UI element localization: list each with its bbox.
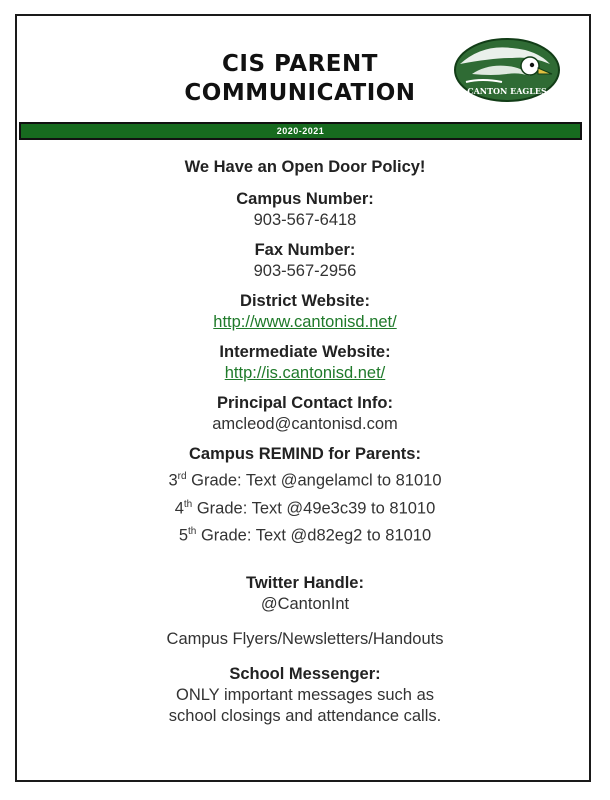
principal-email: amcleod@cantonisd.com [212, 415, 398, 433]
flyers-section [17, 629, 593, 650]
campus-number-value: 903-567-6418 [253, 211, 357, 229]
principal-contact-label: Principal Contact Info: [216, 394, 393, 412]
policy-heading: We Have an Open Door Policy! [184, 158, 426, 176]
title-line-2: COMMUNICATION [184, 80, 416, 106]
messenger-line-1: ONLY important messages such as [175, 685, 434, 704]
twitter-label: Twitter Handle: [246, 573, 364, 592]
fax-number-label: Fax Number: [254, 241, 356, 259]
messenger-line-2: school closings and attendance calls. [168, 706, 442, 725]
intermediate-website-section [17, 342, 593, 384]
district-website-link[interactable]: http://www.cantonisd.net/ [213, 313, 397, 331]
campus-number-section [17, 189, 593, 231]
remind-line-4th: 4th Grade: Text @49e3c39 to 81010 [174, 498, 436, 517]
remind-section [17, 444, 593, 548]
district-website-label: District Website: [240, 292, 370, 310]
title-line-1: CIS PARENT [222, 51, 378, 77]
messenger-label: School Messenger: [229, 664, 381, 683]
messenger-section [17, 664, 593, 727]
canton-eagles-logo [452, 34, 562, 104]
fax-number-value: 903-567-2956 [253, 262, 357, 280]
principal-contact-section [17, 393, 593, 435]
twitter-section [17, 573, 593, 615]
remind-label: Campus REMIND for Parents: [189, 445, 421, 463]
intermediate-website-link[interactable]: http://is.cantonisd.net/ [224, 364, 386, 382]
intermediate-website-label: Intermediate Website: [219, 343, 391, 361]
remind-line-3rd: 3rd Grade: Text @angelamcl to 81010 [168, 471, 442, 490]
year-banner [19, 122, 582, 140]
content [17, 158, 593, 736]
flyers-text: Campus Flyers/Newsletters/Handouts [166, 629, 444, 648]
fax-number-section [17, 240, 593, 282]
twitter-handle: @CantonInt [260, 594, 350, 613]
remind-line-5th: 5th Grade: Text @d82eg2 to 81010 [178, 526, 432, 545]
page-title [150, 50, 450, 108]
logo-text: CANTON EAGLES [467, 86, 547, 96]
year-text: 2020-2021 [276, 126, 325, 136]
district-website-section [17, 291, 593, 333]
campus-number-label: Campus Number: [236, 190, 374, 208]
